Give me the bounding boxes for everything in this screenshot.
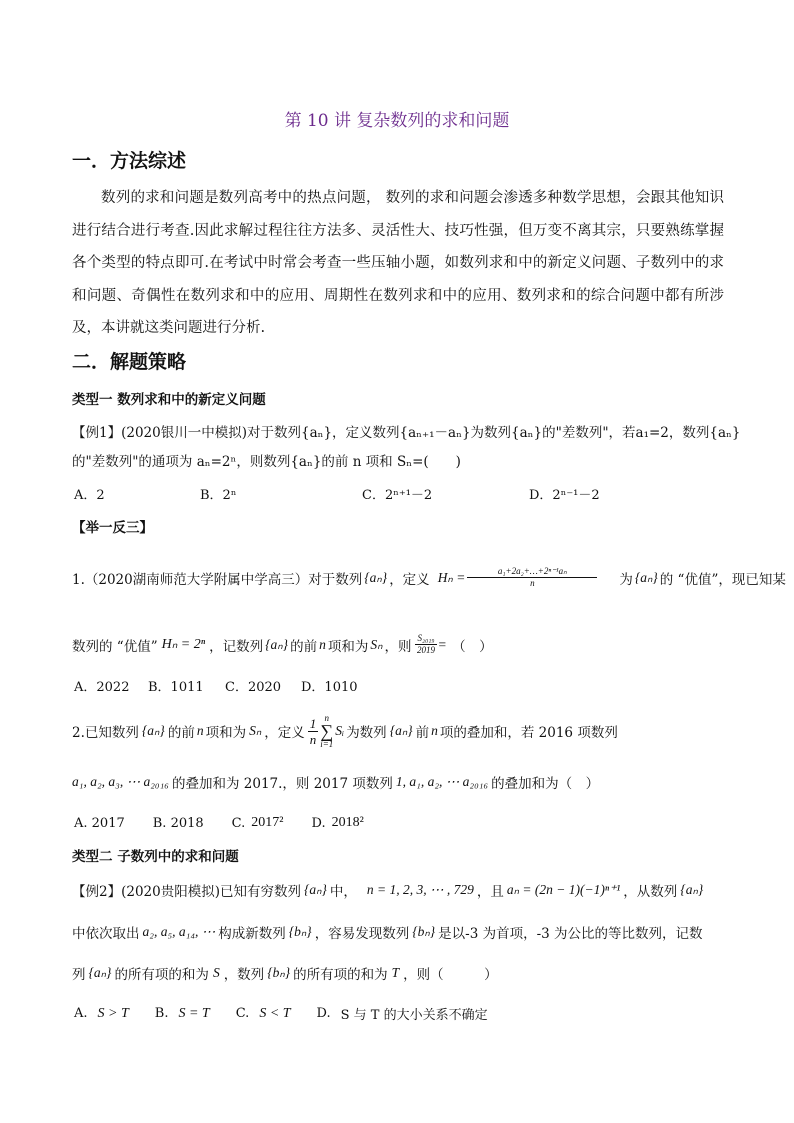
example2-line2-text-a: 中依次取出 [72, 926, 140, 942]
example2-line3-text-b: 的所有项的和为 [114, 967, 209, 983]
question1-hn-fraction [467, 566, 597, 589]
example2-line2-text-c: ，容易发现数列 [314, 926, 410, 942]
question2-n-letter-2: n [431, 723, 438, 738]
example2-line2-text-b: 构成新数列 [218, 926, 286, 942]
example2-set-an-2: {aₙ} [680, 882, 704, 897]
example2-t: T [391, 965, 400, 980]
question1-hn-value: Hₙ = 2ⁿ [161, 637, 206, 652]
question1-text-b: ，定义 [389, 571, 430, 588]
question1-line1 [72, 566, 786, 589]
question2-line2-text-a: 的叠加和为 2017.，则 2017 项数列 [171, 776, 393, 792]
type1-heading: 类型一 数列求和中的新定义问题 [72, 392, 266, 408]
question2-fraction-denominator: n [309, 731, 317, 747]
example2-line3-text-c: ，数列 [223, 967, 265, 983]
question2-sequence-2: 1, a₁, a₂, ⋯ a₂₀₁₆ [395, 774, 489, 789]
question2-sequence: a₁, a₂, a₃, ⋯ a₂₀₁₆ [72, 774, 169, 789]
question1-text-e: 数列的 “优值” [72, 638, 158, 655]
example2-text-c: ，且 [476, 884, 504, 900]
example2-option-d-value: S 与 T 的大小关系不确定 [340, 1008, 488, 1023]
question1-set-an: {aₙ} [364, 569, 388, 585]
question2-si: Sᵢ [335, 723, 345, 738]
example2-sequence: a₂, a₅, a₁₄, ⋯ [142, 924, 216, 939]
example2-set-an-3: {aₙ} [88, 965, 112, 980]
question2-line2 [72, 772, 599, 792]
example2-text-a: 【例2】(2020贵阳模拟)已知有穷数列 [72, 884, 301, 900]
example1-option-b: B．2ⁿ [200, 488, 237, 503]
question2-text-a: 2.已知数列 [72, 725, 139, 741]
question2-text-e: 为数列 [346, 725, 387, 741]
question1-n-letter: n [319, 636, 326, 652]
example2-n-range: n = 1, 2, 3, ⋯ , 729 [366, 882, 474, 897]
question1-hn-numerator: a₁+2a₂+…+2ⁿ⁻¹aₙ [467, 566, 597, 578]
type2-heading: 类型二 子数列中的求和问题 [72, 849, 239, 865]
method-paragraph: 数列的求和问题是数列高考中的热点问题， 数列的求和问题会渗透多种数学思想，会跟其他知识进行结合进行考查.因此求解过程往往方法多、灵活性大、技巧性强，但万变不离其宗，只要熟练掌握各个类型的特点即可.在考试中时常会考查一些压轴小题，如数列求和中的新定义问题、子数列中的求和问题、奇偶性在数列求和中的应用、周期性在数列求和中的应用、数列求和的综合问题中都有所涉及，本讲就这类问题进行分析. [72, 190, 724, 336]
question1-hn-label: Hₙ = [437, 569, 466, 585]
question1-line2 [72, 633, 493, 656]
question1-text-a: 1.（2020湖南师范大学附属中学高三）对于数列 [72, 571, 363, 588]
question2-options [74, 815, 364, 831]
question2-line2-text-b: 的叠加和为（ ） [491, 776, 600, 792]
question2-summation [320, 713, 333, 749]
example2-text-d: ，从数列 [623, 884, 678, 900]
question2-option-d-value: 2018² [331, 815, 364, 830]
question1-ratio-equals: = [438, 636, 447, 652]
question2-option-b: B. 2018 [152, 815, 204, 831]
example2-option-d-label: D. [316, 1006, 331, 1021]
question2-text-f: 前 [415, 725, 430, 741]
question2-summation-top: n [324, 713, 329, 723]
example2-option-b-label: B. [154, 1006, 169, 1021]
example2-line2-text-d: 是以-3 为首项，-3 为公比的等比数列，记数 [438, 926, 703, 942]
question1-text-g: 的前 [290, 638, 318, 655]
question1-ratio-numerator: S₂₀₁₉ [417, 633, 435, 643]
example2-line3-text-a: 列 [72, 967, 86, 983]
example2-line1 [72, 880, 703, 900]
question1-ratio-denominator: 2019 [416, 645, 435, 655]
question1-option-d: D．1010 [301, 680, 358, 695]
section-heading-method: 一．方法综述 [72, 150, 187, 172]
question2-set-an: {aₙ} [141, 723, 165, 738]
question2-set-an-2: {aₙ} [389, 723, 413, 738]
question2-fraction-numerator: 1 [309, 715, 317, 731]
example2-line3-text-e: ，则（ ） [403, 967, 498, 983]
question1-text-c: 为 [619, 571, 633, 588]
question2-text-d: ，定义 [264, 725, 305, 741]
example2-text-b: 中， [329, 884, 357, 900]
example2-option-a-value: S > T [97, 1005, 129, 1021]
question1-option-c: C．2020 [225, 680, 282, 695]
example2-set-bn-3: {bₙ} [267, 965, 291, 980]
question2-option-a: A. 2017 [74, 815, 125, 831]
question2-option-c-value: 2017² [251, 815, 284, 830]
example1-option-a: A．2 [74, 488, 105, 503]
question1-text-h: 项和为 [327, 638, 369, 655]
question1-set-an-3: {aₙ} [265, 636, 289, 652]
example2-line3-text-d: 的所有项的和为 [293, 967, 388, 983]
example2-option-b-value: S = T [178, 1005, 210, 1021]
page-title: 第 10 讲 复杂数列的求和问题 [284, 111, 510, 131]
question2-summation-bottom: i=1 [320, 739, 334, 749]
question1-option-b: B．1011 [148, 680, 204, 695]
example2-line2 [72, 922, 703, 942]
section-heading-strategy: 二．解题策略 [72, 351, 187, 373]
example1-line2: 的"差数列"的通项为 aₙ=2ⁿ，则数列{aₙ}的前 n 项和 Sₙ=( ) [72, 454, 461, 470]
question2-text-c: 项和为 [205, 725, 247, 741]
example2-option-a-label: A. [74, 1006, 88, 1021]
question2-option-c-label: C. [231, 815, 246, 831]
question2-summation-sigma: ∑ [320, 721, 334, 741]
question1-ratio-fraction [415, 633, 436, 656]
example2-formula: aₙ = (2n − 1)(−1)ⁿ⁺¹ [506, 882, 621, 897]
example2-set-an: {aₙ} [303, 882, 327, 897]
question2-sn: Sₙ [249, 723, 262, 738]
question1-sn: Sₙ [370, 636, 383, 652]
example2-set-bn: {bₙ} [288, 924, 312, 939]
question1-text-j: （ ） [452, 638, 493, 655]
question1-text-d: 的 “优值”，现已知某 [659, 571, 786, 588]
question1-hn-denominator: n [530, 578, 535, 588]
question2-n-letter: n [196, 723, 204, 738]
example1-line1: 【例1】(2020银川一中模拟)对于数列{aₙ}，定义数列{aₙ₊₁－aₙ}为数列{aₙ}的"差数列"，若a₁=2，数列{aₙ} [72, 425, 741, 441]
example2-option-c-value: S < T [259, 1005, 291, 1021]
question1-set-an-2: {aₙ} [634, 569, 658, 585]
example2-line3 [72, 963, 498, 983]
example1-option-c: C．2ⁿ⁺¹－2 [362, 488, 433, 503]
question2-option-d-label: D. [311, 815, 326, 831]
question2-text-g: 项的叠加和，若 2016 项数列 [439, 725, 618, 741]
question2-text-b: 的前 [167, 725, 195, 741]
question2-fraction [308, 716, 319, 747]
example2-option-c-label: C. [235, 1006, 250, 1021]
example2-options [74, 1004, 488, 1023]
example2-set-bn-2: {bₙ} [412, 924, 436, 939]
example2-s: S [212, 965, 220, 980]
practice-heading: 【举一反三】 [72, 520, 153, 536]
question1-option-a: A．2022 [74, 680, 130, 695]
question1-text-f: ，记数列 [209, 638, 264, 655]
example1-option-d: D．2ⁿ⁻¹－2 [529, 488, 600, 503]
question2-line1 [72, 713, 618, 749]
question1-text-i: ，则 [384, 638, 412, 655]
